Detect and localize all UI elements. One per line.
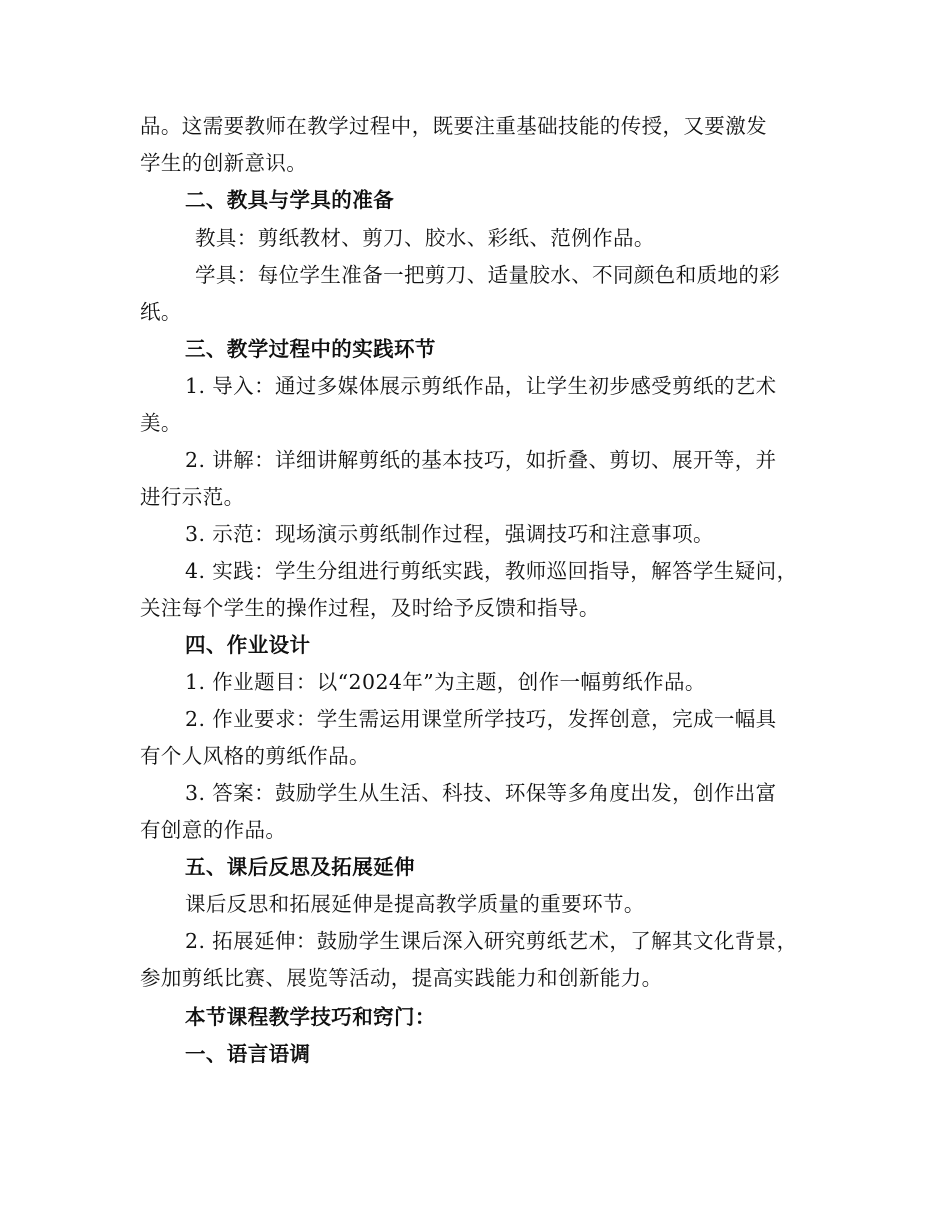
body-text-line: 品。这需要教师在教学过程中，既要注重基础技能的传授，又要激发: [140, 114, 767, 138]
list-item-line: 4. 实践：学生分组进行剪纸实践，教师巡回指导，解答学生疑问，: [185, 559, 798, 583]
list-item-line: 1. 作业题目：以“2024年”为主题，创作一幅剪纸作品。: [185, 670, 706, 694]
section-heading: 一、语言语调: [185, 1042, 311, 1066]
list-item-line: 3. 答案：鼓励学生从生活、科技、环保等多角度出发，创作出富: [185, 781, 777, 805]
list-item-line: 2. 作业要求：学生需运用课堂所学技巧，发挥创意，完成一幅具: [185, 707, 777, 731]
list-item-continuation: 有创意的作品。: [140, 818, 287, 842]
list-item-line: 2. 讲解：详细讲解剪纸的基本技巧，如折叠、剪切、展开等，并: [185, 448, 777, 472]
list-item-continuation: 美。: [140, 411, 182, 435]
body-text-line: 学生的创新意识。: [140, 151, 308, 175]
section-heading: 二、教具与学具的准备: [185, 188, 394, 212]
body-text-line: 学具：每位学生准备一把剪刀、适量胶水、不同颜色和质地的彩: [195, 263, 781, 287]
list-item-continuation: 参加剪纸比赛、展览等活动，提高实践能力和创新能力。: [140, 966, 663, 990]
section-heading: 五、课后反思及拓展延伸: [185, 855, 415, 879]
list-item-line: 3. 示范：现场演示剪纸制作过程，强调技巧和注意事项。: [185, 522, 714, 546]
list-item-continuation: 关注每个学生的操作过程，及时给予反馈和指导。: [140, 596, 600, 620]
list-item-continuation: 有个人风格的剪纸作品。: [140, 744, 370, 768]
section-heading: 本节课程教学技巧和窍门：: [185, 1005, 436, 1029]
list-item-line: 1. 导入：通过多媒体展示剪纸作品，让学生初步感受剪纸的艺术: [185, 374, 777, 398]
body-text-line: 纸。: [140, 300, 182, 324]
section-heading: 四、作业设计: [185, 633, 311, 657]
body-text-line: 教具：剪纸教材、剪刀、胶水、彩纸、范例作品。: [195, 226, 655, 250]
section-heading: 三、教学过程中的实践环节: [185, 337, 436, 361]
list-item-continuation: 进行示范。: [140, 485, 245, 509]
body-text-line: 课后反思和拓展延伸是提高教学质量的重要环节。: [185, 892, 645, 916]
list-item-line: 2. 拓展延伸：鼓励学生课后深入研究剪纸艺术，了解其文化背景，: [185, 929, 798, 953]
